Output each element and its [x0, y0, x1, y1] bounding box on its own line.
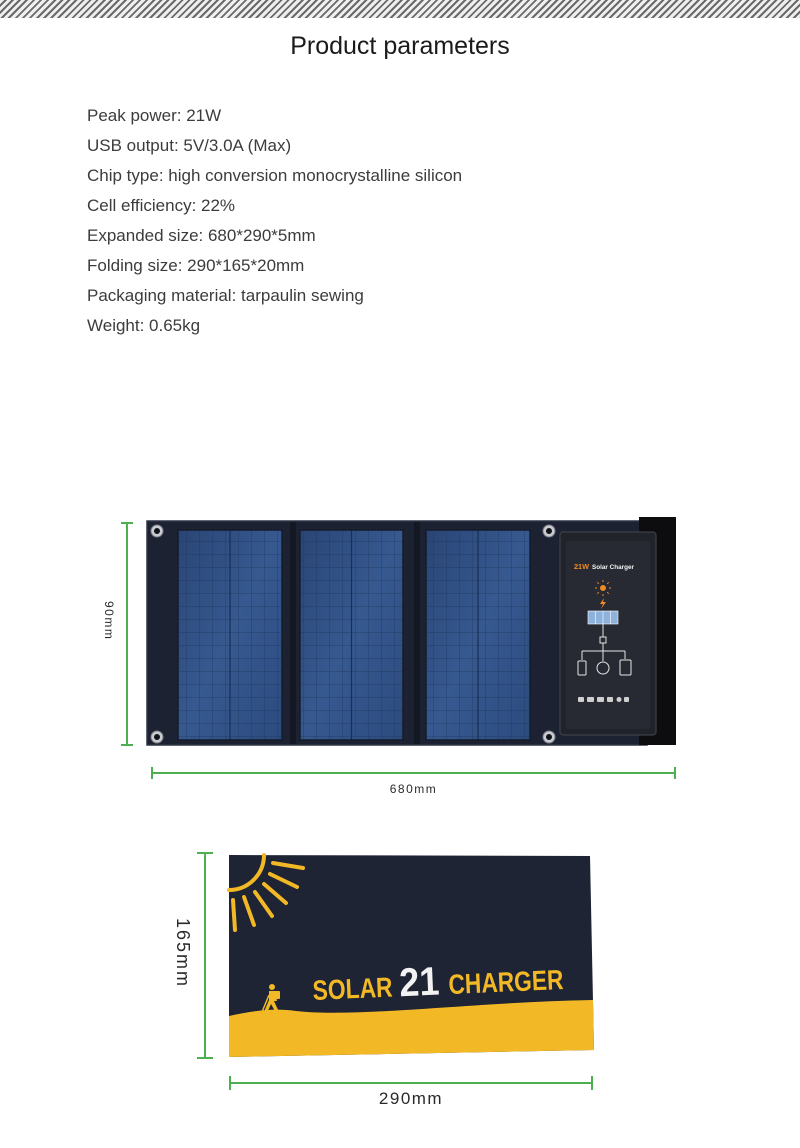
unfolded-solar-panel	[147, 515, 677, 747]
page-title: Product parameters	[290, 32, 510, 60]
spec-folding-size: Folding size: 290*165*20mm	[87, 256, 305, 275]
print-word-charger: CHARGER	[447, 962, 591, 1001]
folded-width-label: 290mm	[378, 1089, 444, 1108]
grommet-icon	[543, 731, 555, 743]
folded-height-tick-top	[197, 852, 213, 854]
folded-width-tick-right	[591, 1076, 593, 1090]
folded-height-dimension-line	[204, 853, 206, 1058]
solar-cell-panel-2	[300, 530, 403, 740]
unfolded-width-tick-left	[151, 767, 153, 779]
solar-cells-icon	[588, 611, 618, 624]
spec-packaging-material: Packaging material: tarpaulin sewing	[87, 286, 364, 305]
spec-chip-type: Chip type: high conversion monocrystalline silicon	[87, 166, 463, 185]
spec-usb-output: USB output: 5V/3.0A (Max)	[87, 136, 292, 155]
unfolded-width-dimension-line	[151, 772, 676, 774]
fold-seam-2	[414, 522, 420, 744]
unfolded-width-label: 680mm	[389, 782, 438, 796]
charger-pocket	[560, 532, 656, 735]
solar-cell-panel-1	[178, 530, 282, 740]
folded-width-dimension-line	[229, 1082, 593, 1084]
spec-cell-efficiency: Cell efficiency: 22%	[87, 196, 236, 215]
print-number: 21	[398, 959, 445, 1006]
unfolded-height-dimension-line	[126, 523, 128, 745]
unfolded-height-tick-bottom	[121, 744, 133, 746]
grommet-icon	[151, 731, 163, 743]
unfolded-height-tick-top	[121, 522, 133, 524]
pocket-title-label: Solar Charger	[592, 564, 635, 571]
spec-peak-power: Peak power: 21W	[87, 106, 222, 125]
spec-expanded-size: Expanded size: 680*290*5mm	[87, 226, 316, 245]
spec-weight: Weight: 0.65kg	[87, 316, 201, 335]
pocket-power-label: 21W	[574, 564, 590, 571]
grommet-icon	[543, 525, 555, 537]
unfolded-height-label: 90mm	[102, 601, 116, 641]
spec-list	[87, 101, 687, 341]
folded-width-tick-left	[229, 1076, 231, 1090]
unfolded-width-tick-right	[674, 767, 676, 779]
folded-solar-panel	[226, 850, 596, 1062]
grommet-icon	[151, 525, 163, 537]
print-word-solar: SOLAR	[311, 970, 412, 1006]
folded-height-label: 165mm	[173, 918, 193, 989]
fold-seam-1	[290, 522, 296, 744]
folded-height-tick-bottom	[197, 1057, 213, 1059]
decorative-top-stripe	[0, 0, 800, 18]
solar-cell-panel-3	[426, 530, 530, 740]
